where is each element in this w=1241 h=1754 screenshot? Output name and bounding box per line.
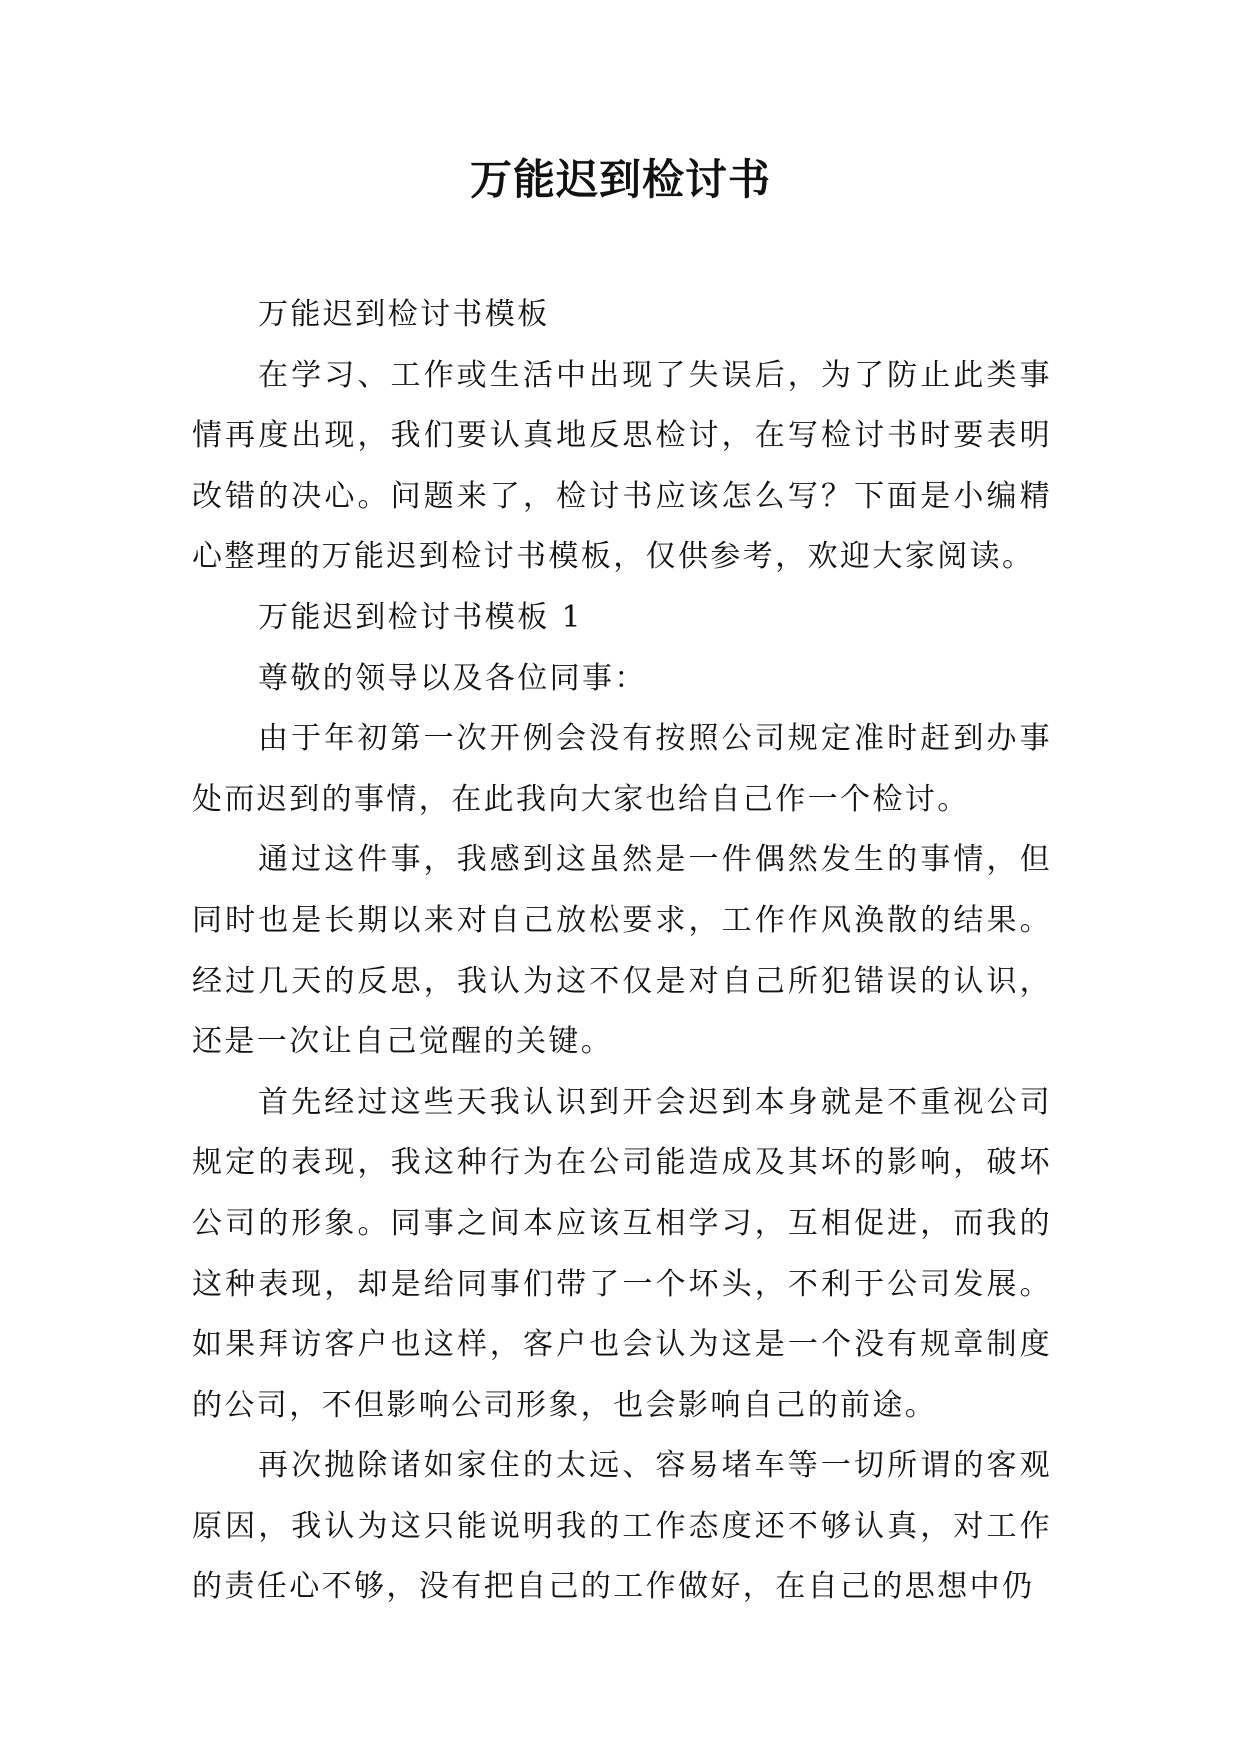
paragraph-body: 再次抛除诸如家住的太远、容易堵车等一切所谓的客观原因，我认为这只能说明我的工作态度还不够认真，对工作的责任心不够，没有把自己的工作做好，在自己的思想中仍: [192, 1448, 1052, 1605]
paragraph-subtitle: 万能迟到检讨书模板: [258, 297, 550, 332]
document-body: [192, 285, 1052, 1618]
paragraph-body: 由于年初第一次开例会没有按照公司规定准时赶到办事处而迟到的事情，在此我向大家也给自己作一个检讨。: [192, 721, 1052, 817]
paragraph-body: 通过这件事，我感到这虽然是一件偶然发生的事情，但同时也是长期以来对自己放松要求，工作作风涣散的结果。经过几天的反思，我认为这不仅是对自己所犯错误的认识，还是一次让自己觉醒的关键。: [192, 842, 1052, 1060]
paragraph-intro: 在学习、工作或生活中出现了失误后，为了防止此类事情再度出现，我们要认真地反思检讨，在写检讨书时要表明改错的决心。问题来了，检讨书应该怎么写？下面是小编精心整理的万能迟到检讨书模板，仅供参考，欢迎大家阅读。: [192, 357, 1052, 575]
document-title: 万能迟到检讨书: [469, 155, 771, 204]
paragraph-template-heading: 万能迟到检讨书模板 1: [258, 599, 584, 635]
paragraph-body: 首先经过这些天我认识到开会迟到本身就是不重视公司规定的表现，我这种行为在公司能造成及其坏的影响，破坏公司的形象。同事之间本应该互相学习，互相促进，而我的这种表现，却是给同事们带了一个坏头，不利于公司发展。如果拜访客户也这样，客户也会认为这是一个没有规章制度的公司，不但影响公司形象，也会影响自己的前途。: [192, 1084, 1052, 1423]
paragraph-salutation: 尊敬的领导以及各位同事：: [258, 660, 647, 696]
